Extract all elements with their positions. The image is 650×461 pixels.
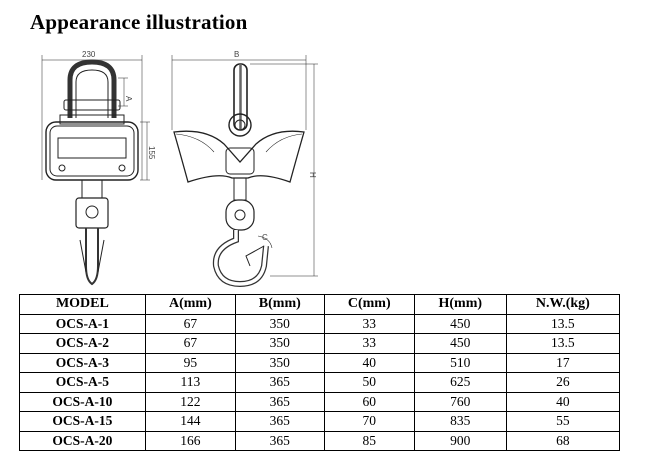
table-row	[20, 314, 620, 334]
cell-h: 450	[414, 334, 506, 354]
cell-model: OCS-A-2	[20, 334, 146, 354]
specification-table	[19, 294, 620, 451]
cell-c: 33	[324, 314, 414, 334]
table-row	[20, 334, 620, 354]
cell-h: 900	[414, 431, 506, 451]
cell-model: OCS-A-3	[20, 353, 146, 373]
side-view-drawing	[172, 55, 318, 284]
front-view-drawing	[42, 55, 150, 284]
header-model: MODEL	[20, 295, 146, 315]
header-a: A(mm)	[145, 295, 235, 315]
cell-a: 67	[145, 334, 235, 354]
c-dimension-label: C	[262, 233, 268, 242]
cell-b: 365	[235, 373, 324, 393]
header-c: C(mm)	[324, 295, 414, 315]
cell-b: 365	[235, 431, 324, 451]
cell-b: 350	[235, 353, 324, 373]
cell-nw: 40	[506, 392, 619, 412]
header-h: H(mm)	[414, 295, 506, 315]
cell-h: 760	[414, 392, 506, 412]
cell-a: 122	[145, 392, 235, 412]
appearance-drawing	[0, 40, 650, 290]
cell-h: 625	[414, 373, 506, 393]
table-row	[20, 353, 620, 373]
cell-model: OCS-A-5	[20, 373, 146, 393]
cell-a: 113	[145, 373, 235, 393]
height-small-dimension-label: 155	[147, 146, 156, 160]
cell-nw: 13.5	[506, 334, 619, 354]
table-row	[20, 412, 620, 432]
cell-b: 365	[235, 412, 324, 432]
cell-model: OCS-A-20	[20, 431, 146, 451]
cell-nw: 17	[506, 353, 619, 373]
table-header-row	[20, 295, 620, 315]
header-nw: N.W.(kg)	[506, 295, 619, 315]
b-dimension-label: B	[234, 50, 240, 59]
page-title: Appearance illustration	[30, 10, 248, 34]
cell-model: OCS-A-10	[20, 392, 146, 412]
header-b: B(mm)	[235, 295, 324, 315]
cell-h: 835	[414, 412, 506, 432]
cell-model: OCS-A-15	[20, 412, 146, 432]
cell-c: 33	[324, 334, 414, 354]
table-row	[20, 373, 620, 393]
table-row	[20, 431, 620, 451]
cell-c: 60	[324, 392, 414, 412]
cell-nw: 13.5	[506, 314, 619, 334]
cell-nw: 68	[506, 431, 619, 451]
cell-b: 350	[235, 314, 324, 334]
table-row	[20, 392, 620, 412]
cell-b: 350	[235, 334, 324, 354]
cell-b: 365	[235, 392, 324, 412]
a-dimension-label: A	[124, 96, 133, 102]
cell-nw: 26	[506, 373, 619, 393]
cell-c: 85	[324, 431, 414, 451]
cell-c: 40	[324, 353, 414, 373]
cell-c: 70	[324, 412, 414, 432]
cell-a: 67	[145, 314, 235, 334]
cell-model: OCS-A-1	[20, 314, 146, 334]
cell-a: 95	[145, 353, 235, 373]
h-dimension-label: H	[308, 172, 317, 178]
cell-h: 450	[414, 314, 506, 334]
cell-c: 50	[324, 373, 414, 393]
cell-nw: 55	[506, 412, 619, 432]
width-dimension-label: 230	[82, 50, 96, 59]
cell-a: 166	[145, 431, 235, 451]
cell-a: 144	[145, 412, 235, 432]
cell-h: 510	[414, 353, 506, 373]
